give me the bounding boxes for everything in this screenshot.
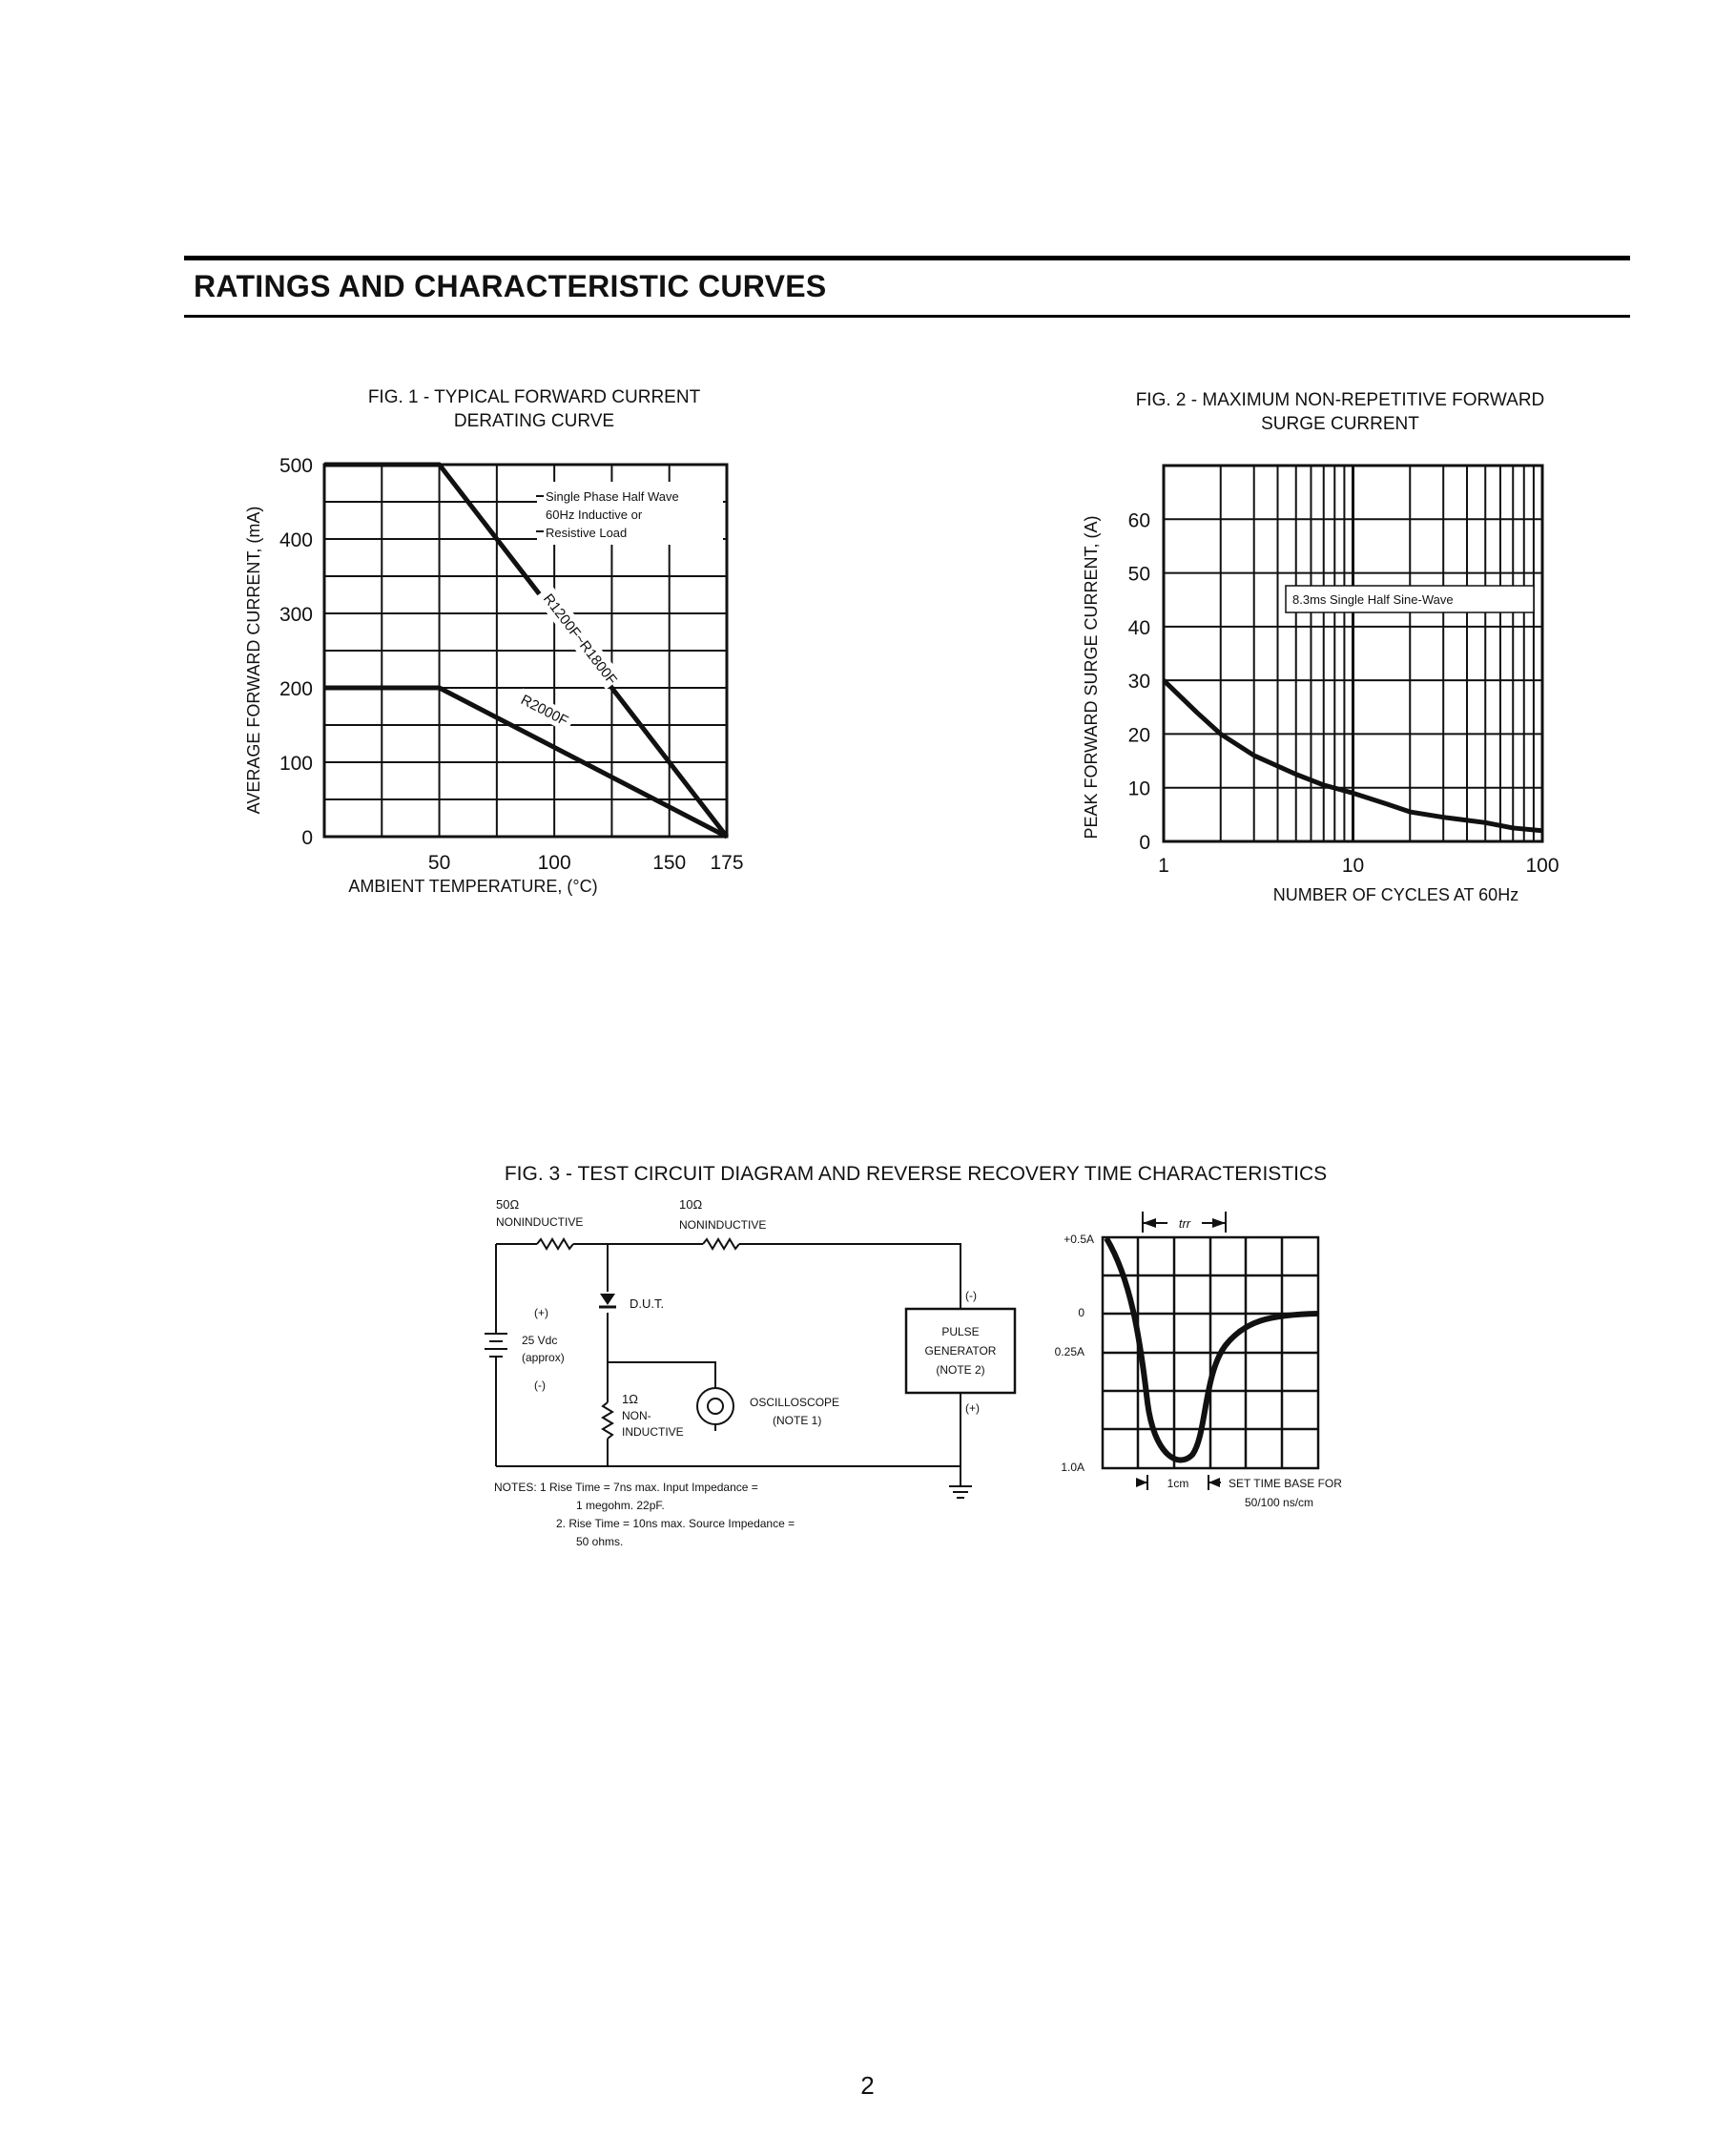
fig1-ytick-label: 200 bbox=[279, 678, 313, 700]
resistor-10-ohm bbox=[703, 1239, 739, 1249]
fig1-ytick-label: 400 bbox=[279, 529, 313, 551]
cm-arrow-right-icon bbox=[1208, 1478, 1220, 1487]
fig2-caption-line2: SURGE CURRENT bbox=[1261, 414, 1419, 434]
ground-icon bbox=[949, 1486, 972, 1498]
res1-value: 1Ω bbox=[622, 1392, 638, 1406]
oscilloscope-icon bbox=[697, 1388, 733, 1424]
fig1-ytick-label: 500 bbox=[279, 455, 313, 477]
scope-tick-1a: 1.0A bbox=[1061, 1461, 1084, 1474]
fig2-xtick-label: 1 bbox=[1158, 855, 1169, 877]
notes-line3: 2. Rise Time = 10ns max. Source Impedance = bbox=[556, 1517, 795, 1530]
fig1-annotation-line: Resistive Load bbox=[546, 526, 628, 540]
fig2-yaxis-label: PEAK FORWARD SURGE CURRENT, (A) bbox=[1082, 515, 1101, 840]
res50-value: 50Ω bbox=[496, 1197, 520, 1212]
fig2-xtick-label: 10 bbox=[1341, 855, 1365, 877]
fig1-ytick-label: 300 bbox=[279, 604, 313, 626]
fig1-xtick-label: 150 bbox=[652, 852, 687, 874]
gen-line2: GENERATOR bbox=[924, 1344, 997, 1358]
fig2-ytick-label: 40 bbox=[1127, 616, 1150, 639]
scope-label: OSCILLOSCOPE bbox=[750, 1396, 840, 1409]
scope-note: (NOTE 1) bbox=[773, 1414, 822, 1427]
source-approx: (approx) bbox=[522, 1351, 565, 1364]
trr-arrow-right-icon bbox=[1212, 1218, 1226, 1228]
notes-line1: NOTES: 1 Rise Time = 7ns max. Input Impedance = bbox=[494, 1481, 758, 1494]
fig2-ytick-label: 10 bbox=[1127, 777, 1150, 800]
fig1-annotation-line: Single Phase Half Wave bbox=[546, 489, 679, 504]
fig1-xtick-label: 175 bbox=[710, 852, 744, 874]
resistor-1-ohm bbox=[603, 1402, 612, 1439]
res10-value: 10Ω bbox=[679, 1197, 703, 1212]
timebase-line1: SET TIME BASE FOR bbox=[1229, 1477, 1342, 1490]
gen-line3: (NOTE 2) bbox=[936, 1363, 985, 1377]
fig2-xtick-label: 100 bbox=[1525, 855, 1559, 877]
notes-line2: 1 megohm. 22pF. bbox=[576, 1499, 665, 1512]
fig1-yaxis-label: AVERAGE FORWARD CURRENT, (mA) bbox=[244, 506, 263, 815]
battery-icon bbox=[485, 1334, 507, 1357]
fig2-caption-line1: FIG. 2 - MAXIMUM NON-REPETITIVE FORWARD bbox=[1135, 390, 1545, 410]
scope-tick-labels bbox=[1055, 1233, 1094, 1474]
dut-label: D.U.T. bbox=[630, 1296, 665, 1311]
scope-tick-zero: 0 bbox=[1078, 1306, 1084, 1319]
gen-line1: PULSE bbox=[941, 1325, 980, 1338]
oscilloscope-inner-icon bbox=[708, 1399, 723, 1414]
fig2-ytick-label: 60 bbox=[1127, 509, 1150, 532]
source-minus: (-) bbox=[534, 1379, 546, 1392]
fig1-xaxis-label: AMBIENT TEMPERATURE, (°C) bbox=[348, 877, 598, 896]
resistor-50-ohm bbox=[537, 1239, 573, 1249]
fig1-annotation-line: 60Hz Inductive or bbox=[546, 508, 643, 522]
fig1-xtick-label: 100 bbox=[537, 852, 571, 874]
fig1-ytick-label: 100 bbox=[279, 753, 313, 775]
page-number: 2 bbox=[860, 2071, 875, 2100]
timebase-line2: 50/100 ns/cm bbox=[1245, 1496, 1314, 1509]
fig1-ytick-label: 0 bbox=[301, 827, 313, 849]
fig2-annotation: 8.3ms Single Half Sine-Wave bbox=[1292, 592, 1454, 607]
scope-tick-plus05: +0.5A bbox=[1064, 1233, 1094, 1246]
fig1-caption-line2: DERATING CURVE bbox=[453, 411, 615, 431]
scope-tick-025: 0.25A bbox=[1054, 1345, 1084, 1358]
fig2-ytick-label: 0 bbox=[1139, 832, 1150, 854]
notes-line4: 50 ohms. bbox=[576, 1535, 624, 1548]
fig1-curve-label-low: R2000F bbox=[518, 692, 571, 730]
fig3-caption: FIG. 3 - TEST CIRCUIT DIAGRAM AND REVERSE RECOVERY TIME CHARACTERISTICS bbox=[504, 1163, 1328, 1185]
wire-top-right bbox=[739, 1244, 960, 1309]
cm-label: 1cm bbox=[1167, 1477, 1189, 1490]
trr-arrow-left-icon bbox=[1143, 1218, 1156, 1228]
gen-plus: (+) bbox=[965, 1401, 980, 1415]
fig2-ytick-label: 30 bbox=[1127, 671, 1150, 694]
source-plus: (+) bbox=[534, 1306, 548, 1319]
fig1-caption-line1: FIG. 1 - TYPICAL FORWARD CURRENT bbox=[367, 387, 701, 407]
res1-line2: NON- bbox=[622, 1409, 651, 1422]
diode-icon bbox=[600, 1294, 615, 1305]
fig1-curve-label-high: R1200F~R1800F bbox=[539, 591, 621, 689]
fig2-ytick-label: 50 bbox=[1127, 563, 1150, 586]
fig1-xtick-label: 50 bbox=[427, 852, 451, 874]
res50-label: NONINDUCTIVE bbox=[496, 1215, 584, 1229]
fig2-ytick-label: 20 bbox=[1127, 724, 1150, 747]
cm-arrow-left-icon bbox=[1136, 1478, 1147, 1487]
source-value: 25 Vdc bbox=[522, 1334, 558, 1347]
gen-minus: (-) bbox=[965, 1289, 977, 1302]
fig2-xaxis-label: NUMBER OF CYCLES AT 60Hz bbox=[1272, 885, 1519, 904]
res10-label: NONINDUCTIVE bbox=[679, 1218, 767, 1232]
page-title: RATINGS AND CHARACTERISTIC CURVES bbox=[194, 269, 827, 303]
wire-dut-to-scope bbox=[608, 1362, 715, 1388]
trr-label: trr bbox=[1178, 1216, 1191, 1231]
scope-grid bbox=[1103, 1237, 1318, 1468]
res1-line3: INDUCTIVE bbox=[622, 1425, 684, 1439]
